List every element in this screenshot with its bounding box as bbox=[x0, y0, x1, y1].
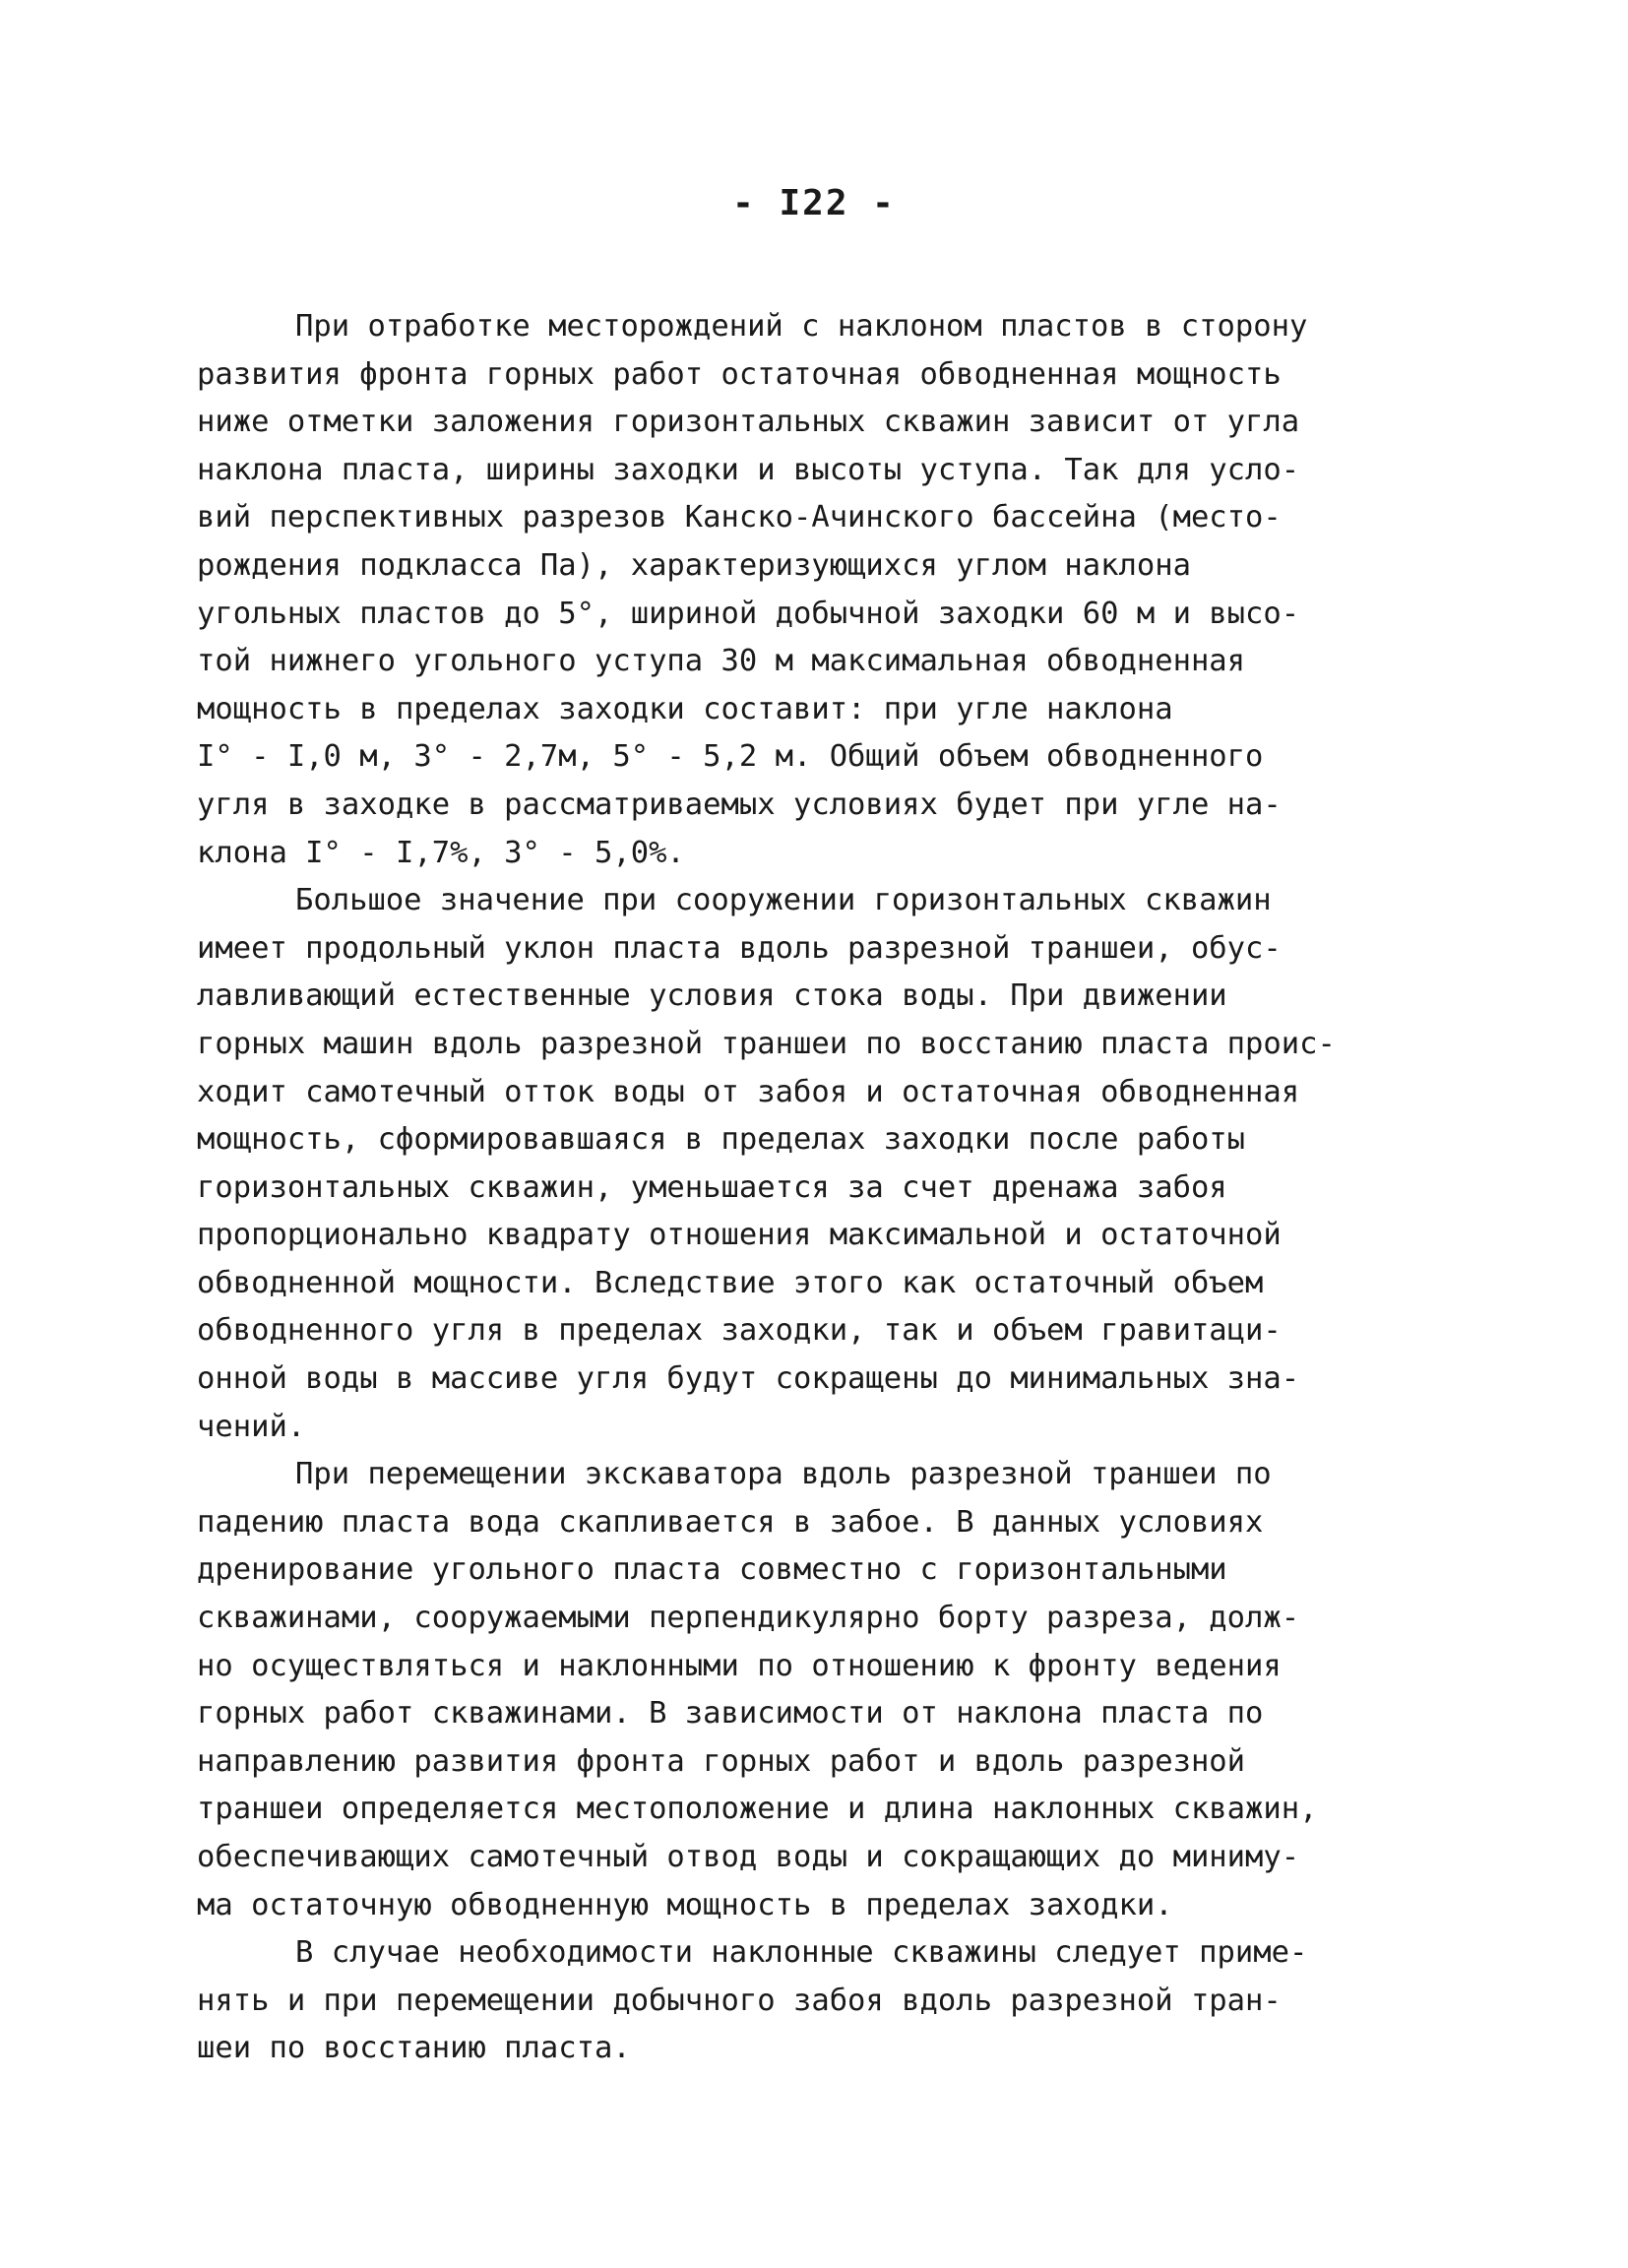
text-line: онной воды в массиве угля будут сокращены до минимальных зна- bbox=[197, 1361, 1300, 1397]
text-line: пропорционально квадрату отношения максимальной и остаточной bbox=[197, 1218, 1282, 1253]
paragraph-4 bbox=[197, 1929, 1437, 2073]
text-body bbox=[197, 303, 1437, 2073]
text-line: ма остаточную обводненную мощность в пределах заходки. bbox=[197, 1887, 1173, 1922]
text-line: имеет продольный уклон пласта вдоль разрезной траншеи, обус- bbox=[197, 930, 1282, 966]
text-line: ниже отметки заложения горизонтальных скважин зависит от угла bbox=[197, 405, 1300, 440]
text-line: горных работ скважинами. В зависимости от наклона пласта по bbox=[197, 1696, 1264, 1732]
text-line: скважинами, сооружаемыми перпендикулярно борту разреза, долж- bbox=[197, 1601, 1300, 1636]
text-line: При перемещении экскаватора вдоль разрезной траншеи по bbox=[295, 1457, 1272, 1492]
text-line: чений. bbox=[197, 1409, 306, 1444]
text-line: мощность в пределах заходки составит: при угле наклона bbox=[197, 691, 1173, 726]
page-number: - I22 - bbox=[732, 183, 896, 223]
text-line: ходит самотечный отток воды от забоя и остаточная обводненная bbox=[197, 1074, 1300, 1109]
text-line: обеспечивающих самотечный отвод воды и сокращающих до миниму- bbox=[197, 1840, 1300, 1874]
text-line: обводненного угля в пределах заходки, так и объем гравитаци- bbox=[197, 1313, 1282, 1349]
text-line: При отработке месторождений с наклоном пластов в сторону bbox=[295, 309, 1308, 344]
paragraph-2 bbox=[197, 877, 1437, 1451]
text-line: горизонтальных скважин, уменьшается за счет дренажа забоя bbox=[197, 1169, 1227, 1205]
text-line: дренирование угольного пласта совместно с горизонтальными bbox=[197, 1552, 1227, 1588]
text-line: Большое значение при сооружении горизонтальных скважин bbox=[295, 883, 1272, 918]
text-line: лавливающий естественные условия стока воды. При движении bbox=[197, 978, 1227, 1014]
text-line: траншеи определяется местоположение и длина наклонных скважин, bbox=[197, 1792, 1318, 1827]
text-line: но осуществляться и наклонными по отношению к фронту ведения bbox=[197, 1648, 1282, 1683]
text-line: падению пласта вода скапливается в забое. В данных условиях bbox=[197, 1504, 1264, 1540]
text-line: мощность, сформировавшаяся в пределах заходки после работы bbox=[197, 1122, 1246, 1158]
paragraph-1 bbox=[197, 303, 1437, 877]
text-line: вий перспективных разрезов Канско-Ачинского бассейна (место- bbox=[197, 500, 1282, 536]
text-line: клона I° - I,7%, 3° - 5,0%. bbox=[197, 835, 685, 870]
text-line: шеи по восстанию пласта. bbox=[197, 2031, 631, 2066]
text-line: горных машин вдоль разрезной траншеи по восстанию пласта проис- bbox=[197, 1026, 1336, 1061]
text-line: рождения подкласса Па), характеризующихся углом наклона bbox=[197, 547, 1191, 583]
text-line: той нижнего угольного уступа 30 м максимальная обводненная bbox=[197, 644, 1246, 679]
text-line: развития фронта горных работ остаточная обводненная мощность bbox=[197, 356, 1282, 392]
text-line: нять и при перемещении добычного забоя вдоль разрезной тран- bbox=[197, 1983, 1282, 2018]
paragraph-3 bbox=[197, 1451, 1437, 1929]
text-line: угля в заходке в рассматриваемых условиях будет при угле на- bbox=[197, 787, 1282, 822]
text-line: I° - I,0 м, 3° - 2,7м, 5° - 5,2 м. Общий объем обводненного bbox=[197, 739, 1264, 775]
text-line: В случае необходимости наклонные скважины следует приме- bbox=[295, 1935, 1308, 1971]
text-line: наклона пласта, ширины заходки и высоты уступа. Так для усло- bbox=[197, 452, 1300, 487]
text-line: угольных пластов до 5°, шириной добычной заходки 60 м и высо- bbox=[197, 596, 1300, 631]
text-line: направлению развития фронта горных работ и вдоль разрезной bbox=[197, 1743, 1246, 1779]
text-line: обводненной мощности. Вследствие этого как остаточный объем bbox=[197, 1265, 1264, 1300]
